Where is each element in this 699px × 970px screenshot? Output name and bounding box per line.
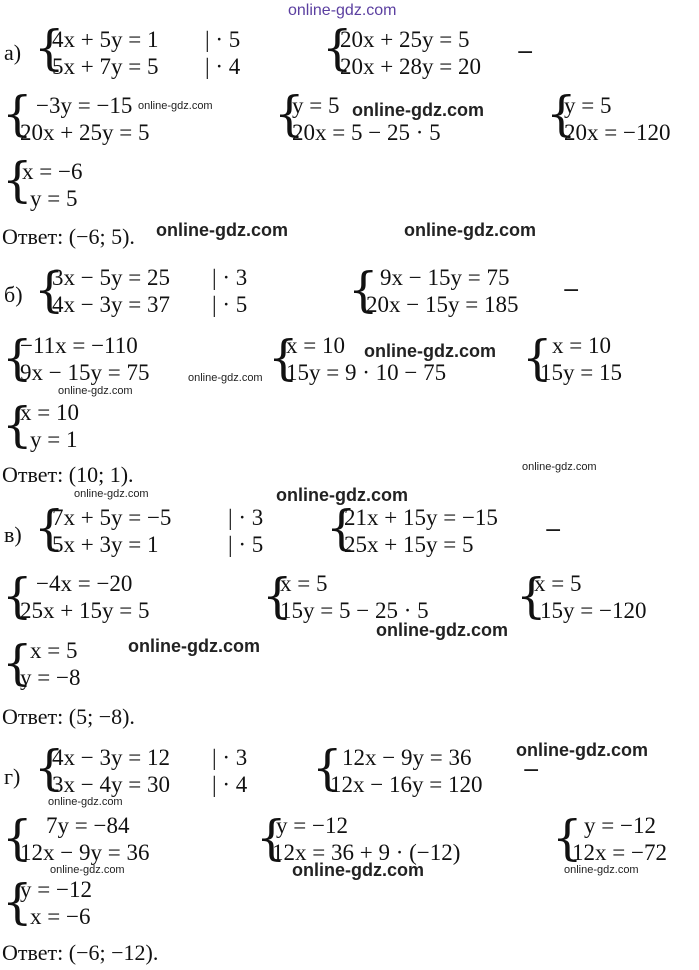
equation: 15y = 15 <box>540 360 622 385</box>
equation: 12x − 9y = 36 <box>20 840 150 865</box>
equation: x = 10 <box>552 333 611 358</box>
system-brace: { <box>552 810 583 866</box>
multiplier: | · 3 <box>212 745 248 770</box>
equation: 25x + 15y = 5 <box>344 532 474 557</box>
subtract-sign: − <box>562 278 581 303</box>
system-brace: { <box>326 500 357 556</box>
system-brace: { <box>2 330 33 386</box>
system-brace: { <box>34 740 65 796</box>
system-brace: { <box>2 874 33 930</box>
system-brace: { <box>262 568 293 624</box>
equation: 15y = −120 <box>540 598 647 623</box>
equation: y = 5 <box>564 93 612 118</box>
equation: 5x + 7y = 5 <box>52 54 159 79</box>
equation: x = 5 <box>534 571 582 596</box>
system-brace: { <box>34 500 65 556</box>
section-label: в) <box>4 522 22 547</box>
watermark-large: online-gdz.com <box>516 740 648 760</box>
equation: x = −6 <box>30 904 91 929</box>
multiplier: | · 3 <box>228 505 264 530</box>
multiplier: | · 4 <box>205 54 241 79</box>
watermark-large: online-gdz.com <box>292 860 424 880</box>
system-brace: { <box>274 86 305 142</box>
equation: 12x = −72 <box>572 840 667 865</box>
equation: y = −12 <box>276 813 348 838</box>
equation: 12x − 16y = 120 <box>330 772 483 797</box>
equation: 12x = 36 + 9 · (−12) <box>272 840 461 865</box>
section-label: г) <box>4 764 21 789</box>
system-brace: { <box>2 810 33 866</box>
system-brace: { <box>322 20 353 76</box>
equation: 20x + 28y = 20 <box>340 54 481 79</box>
watermark-small: online-gdz.com <box>138 100 213 112</box>
equation: y = 5 <box>30 186 78 211</box>
equation: 15y = 5 − 25 · 5 <box>280 598 429 623</box>
answer: Ответ: (10; 1). <box>2 462 134 487</box>
subtract-sign: − <box>516 40 535 65</box>
equation: 5x + 3y = 1 <box>52 532 159 557</box>
watermark-large: online-gdz.com <box>404 220 536 240</box>
system-brace: { <box>522 330 553 386</box>
watermark-large: online-gdz.com <box>156 220 288 240</box>
multiplier: | · 5 <box>228 532 264 557</box>
equation: y = 5 <box>292 93 340 118</box>
watermark-small: online-gdz.com <box>74 488 149 500</box>
equation: −11x = −110 <box>20 333 138 358</box>
system-brace: { <box>34 20 65 76</box>
watermark-small: online-gdz.com <box>48 796 123 808</box>
multiplier: | · 4 <box>212 772 248 797</box>
system-brace: { <box>2 152 33 208</box>
equation: 12x − 9y = 36 <box>342 745 472 770</box>
system-brace: { <box>2 568 33 624</box>
equation: x = 10 <box>20 400 79 425</box>
equation: 25x + 15y = 5 <box>20 598 150 623</box>
multiplier: | · 5 <box>212 292 248 317</box>
section-label: б) <box>4 282 23 307</box>
watermark-small: online-gdz.com <box>58 385 133 397</box>
watermark-small: online-gdz.com <box>564 864 639 876</box>
equation: 9x − 15y = 75 <box>20 360 150 385</box>
equation: 4x + 5y = 1 <box>52 27 159 52</box>
system-brace: { <box>34 262 65 318</box>
answer: Ответ: (−6; −12). <box>2 940 159 965</box>
equation: 21x + 15y = −15 <box>344 505 498 530</box>
equation: y = −8 <box>20 665 81 690</box>
equation: 4x − 3y = 12 <box>52 745 170 770</box>
answer: Ответ: (5; −8). <box>2 704 135 729</box>
watermark-small: online-gdz.com <box>50 864 125 876</box>
equation: 15y = 9 · 10 − 75 <box>286 360 447 385</box>
system-brace: { <box>268 330 299 386</box>
equation: y = −12 <box>584 813 656 838</box>
system-brace: { <box>2 86 33 142</box>
equation: 20x = 5 − 25 · 5 <box>292 120 441 145</box>
equation: 3x − 5y = 25 <box>52 265 170 290</box>
system-brace: { <box>312 740 343 796</box>
equation: −4x = −20 <box>36 571 133 596</box>
equation: 7y = −84 <box>46 813 130 838</box>
subtract-sign: − <box>544 518 563 543</box>
equation: x = −6 <box>22 159 83 184</box>
equation: 3x − 4y = 30 <box>52 772 170 797</box>
equation: 20x + 25y = 5 <box>340 27 470 52</box>
equation: y = 1 <box>30 427 78 452</box>
section-label: а) <box>4 40 22 65</box>
watermark-large: online-gdz.com <box>276 485 408 505</box>
equation: 20x + 25y = 5 <box>20 120 150 145</box>
system-brace: { <box>348 262 379 318</box>
system-brace: { <box>2 635 33 691</box>
watermark-large: online-gdz.com <box>352 100 484 120</box>
equation: 9x − 15y = 75 <box>380 265 510 290</box>
equation: x = 5 <box>280 571 328 596</box>
system-brace: { <box>516 568 547 624</box>
watermark-large: online-gdz.com <box>364 341 496 361</box>
system-brace: { <box>256 810 287 866</box>
equation: x = 10 <box>286 333 345 358</box>
equation: 20x = −120 <box>564 120 671 145</box>
equation: y = −12 <box>20 877 92 902</box>
equation: −3y = −15 <box>36 93 133 118</box>
watermark-large: online-gdz.com <box>128 636 260 656</box>
watermark-small: online-gdz.com <box>188 372 263 384</box>
watermark-large: online-gdz.com <box>376 620 508 640</box>
equation: x = 5 <box>30 638 78 663</box>
watermark-top: online-gdz.com <box>288 2 397 19</box>
watermark-small: online-gdz.com <box>522 461 597 473</box>
system-brace: { <box>2 397 33 453</box>
equation: 4x − 3y = 37 <box>52 292 170 317</box>
subtract-sign: − <box>522 758 541 783</box>
system-brace: { <box>546 86 577 142</box>
equation: 20x − 15y = 185 <box>366 292 519 317</box>
multiplier: | · 3 <box>212 265 248 290</box>
multiplier: | · 5 <box>205 27 241 52</box>
equation: 7x + 5y = −5 <box>52 505 172 530</box>
answer: Ответ: (−6; 5). <box>2 224 135 249</box>
